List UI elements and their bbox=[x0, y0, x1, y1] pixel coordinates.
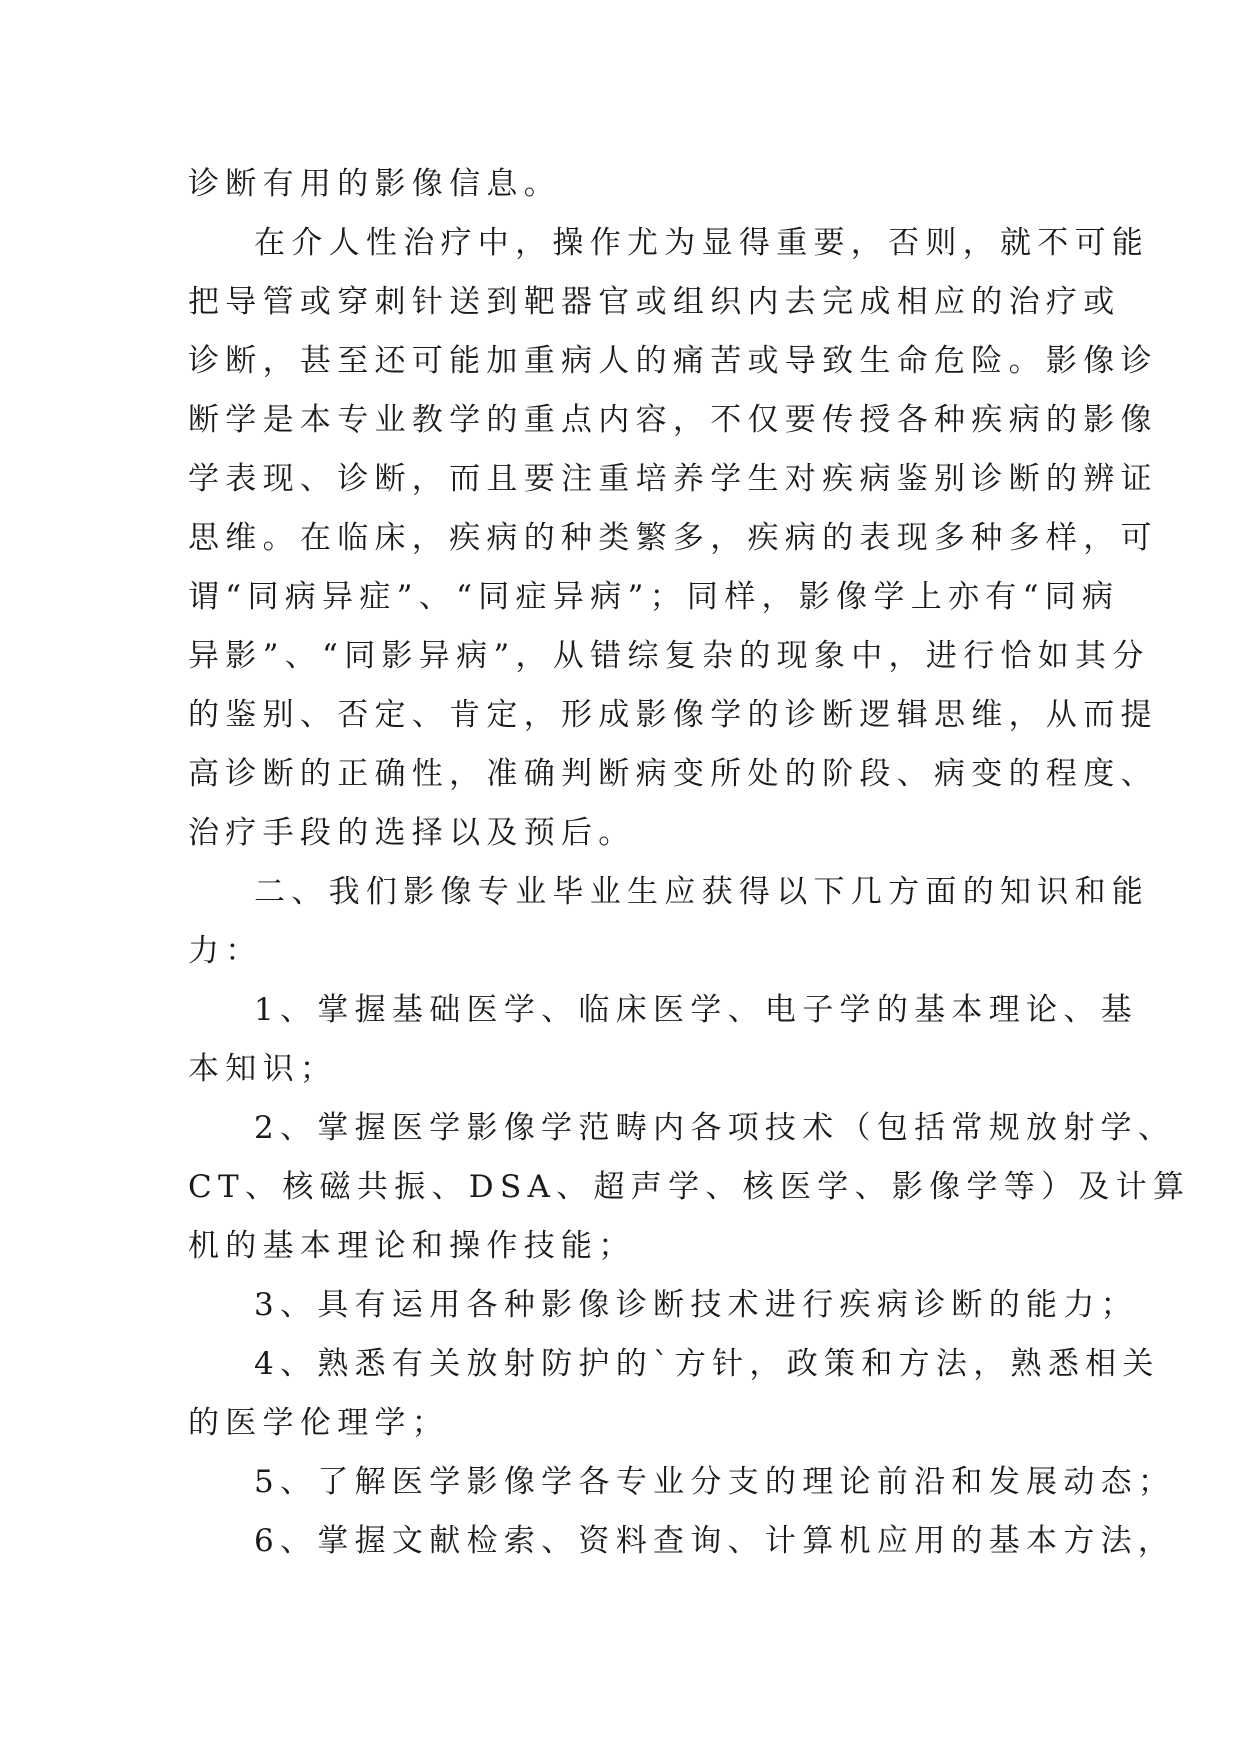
body-text bbox=[188, 155, 1191, 1571]
text-line: 断学是本专业教学的重点内容，不仅要传授各种疾病的影像 bbox=[188, 402, 1158, 438]
section-heading-line: 二、我们影像专业毕业生应获得以下几方面的知识和能 bbox=[254, 874, 1150, 910]
text-line: 学表现、诊断，而且要注重培养学生对疾病鉴别诊断的辨证 bbox=[188, 461, 1158, 497]
list-item-4: 4、熟悉有关放射防护的`方针，政策和方法，熟悉相关 bbox=[254, 1346, 1160, 1382]
list-item-2: 2、掌握医学影像学范畴内各项技术（包括常规放射学、 bbox=[254, 1110, 1176, 1146]
text-line: 把导管或穿刺针送到靶器官或组织内去完成相应的治疗或 bbox=[188, 284, 1121, 320]
text-line: 思维。在临床，疾病的种类繁多，疾病的表现多种多样，可 bbox=[188, 520, 1158, 556]
text-line: 的鉴别、否定、肯定，形成影像学的诊断逻辑思维，从而提 bbox=[188, 697, 1158, 733]
list-item-5: 5、了解医学影像学各专业分支的理论前沿和发展动态； bbox=[254, 1464, 1176, 1500]
text-line: 本知识； bbox=[188, 1051, 338, 1087]
text-line: 高诊断的正确性，准确判断病变所处的阶段、病变的程度、 bbox=[188, 756, 1158, 792]
text-line: 谓“同病异症”、“同症异病”；同样，影像学上亦有“同病 bbox=[188, 579, 1120, 615]
list-item-6: 6、掌握文献检索、资料查询、计算机应用的基本方法， bbox=[254, 1523, 1176, 1559]
list-item-3: 3、具有运用各种影像诊断技术进行疾病诊断的能力； bbox=[254, 1287, 1138, 1323]
list-item-1: 1、掌握基础医学、临床医学、电子学的基本理论、基 bbox=[254, 992, 1138, 1028]
paragraph-start-line: 在介人性治疗中，操作尤为显得重要，否则，就不可能 bbox=[254, 225, 1150, 261]
text-line: 诊断有用的影像信息。 bbox=[188, 166, 561, 202]
text-line: 力： bbox=[188, 933, 263, 969]
text-line: CT、核磁共振、DSA、超声学、核医学、影像学等）及计算 bbox=[188, 1169, 1191, 1205]
text-line: 诊断，甚至还可能加重病人的痛苦或导致生命危险。影像诊 bbox=[188, 343, 1158, 379]
text-line: 治疗手段的选择以及预后。 bbox=[188, 815, 636, 851]
text-line: 异影”、“同影异病”，从错综复杂的现象中，进行恰如其分 bbox=[188, 638, 1150, 674]
text-line: 的医学伦理学； bbox=[188, 1405, 450, 1441]
text-line: 机的基本理论和操作技能； bbox=[188, 1228, 636, 1264]
